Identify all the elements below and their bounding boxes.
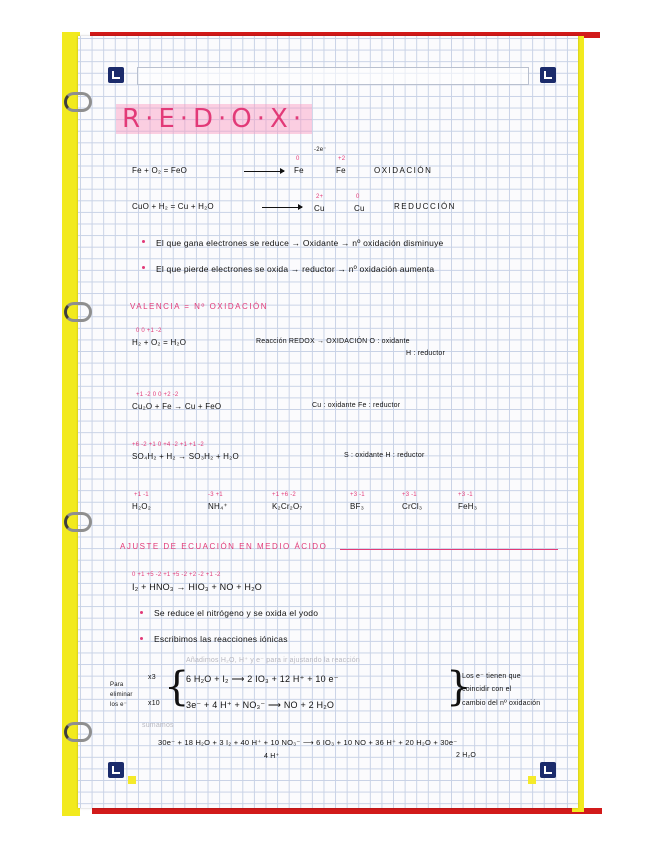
compound-formula: FeH₃ bbox=[458, 502, 478, 511]
example-1-note: Reacción REDOX → OXIDACIÓN O : oxidante bbox=[256, 338, 410, 345]
binder-ring-icon bbox=[64, 722, 92, 742]
bullet-icon bbox=[142, 240, 145, 243]
binder-ring-icon bbox=[64, 302, 92, 322]
reduction-label: REDUCCIÓN bbox=[394, 202, 456, 211]
compound-ox: +1 +6 -2 bbox=[272, 492, 296, 498]
final-equation: 30e⁻ + 18 H₂O + 3 I₂ + 40 H⁺ + 10 NO₃⁻ ⟶ 6 IO₃ + 10 NO + 36 H⁺ + 20 H₂O + 30e⁻ bbox=[158, 738, 458, 747]
right-note-1: Los e⁻ tienen que bbox=[462, 673, 521, 680]
ox-numbers: +6 -2 +1 0 +4 -2 +1 +1 -2 bbox=[132, 442, 204, 448]
compound-formula: BF₃ bbox=[350, 502, 365, 511]
corner-mark-icon bbox=[108, 67, 124, 83]
side-note: Para eliminar los e⁻ bbox=[110, 682, 133, 708]
reaction-1-equation: Fe + O₂ = FeO bbox=[132, 166, 188, 175]
compound-ox: +3 -1 bbox=[458, 492, 473, 498]
ox-numbers: 0 0 +1 -2 bbox=[136, 328, 162, 334]
ajuste-equation: I₂ + HNO₃ → HIO₃ + NO + H₂O bbox=[132, 582, 262, 592]
reaction-2-equation: CuO + H₂ = Cu + H₂O bbox=[132, 202, 214, 211]
rule-oxidize: El que pierde electrones se oxida → reductor → nº oxidación aumenta bbox=[156, 264, 435, 274]
rule-reduce: El que gana electrones se reduce → Oxidante → nº oxidación disminuye bbox=[156, 238, 444, 248]
multiplier: x3 bbox=[148, 674, 156, 681]
corner-mark-icon bbox=[108, 762, 124, 778]
compound-formula: H₂O₂ bbox=[132, 502, 152, 511]
multiplier: x10 bbox=[148, 700, 160, 707]
arrow-icon bbox=[262, 207, 302, 208]
binder-ring-icon bbox=[64, 92, 92, 112]
sum-label: sumamos bbox=[142, 722, 174, 729]
ox-number: +2 bbox=[338, 156, 346, 162]
ajuste-heading: AJUSTE DE ECUACIÓN EN MEDIO ÁCIDO bbox=[120, 542, 328, 551]
compound-formula: K₂Cr₂O₇ bbox=[272, 502, 303, 511]
yellow-square bbox=[128, 776, 136, 784]
final-sub-right: 2 H₂O bbox=[456, 752, 477, 759]
bullet-icon bbox=[140, 611, 143, 614]
page-title: R·E·D·O·X· bbox=[116, 104, 312, 134]
yellow-square bbox=[528, 776, 536, 784]
oxidation-label: OXIDACIÓN bbox=[374, 166, 433, 175]
half-reaction-2: 3e⁻ + 4 H⁺ + NO₃⁻ ⟶ NO + 2 H₂O bbox=[186, 700, 335, 710]
bullet-icon bbox=[140, 637, 143, 640]
example-2-note: Cu : oxidante Fe : reductor bbox=[312, 402, 401, 409]
formula: Cu bbox=[354, 204, 365, 213]
half-reaction-1: 6 H₂O + I₂ ⟶ 2 IO₃ + 12 H⁺ + 10 e⁻ bbox=[186, 674, 339, 684]
compound-ox: +1 -1 bbox=[134, 492, 149, 498]
example-1-note-2: H : reductor bbox=[406, 350, 445, 357]
compound-ox: +3 -1 bbox=[350, 492, 365, 498]
final-sub-left: 4 H⁺ bbox=[264, 753, 280, 760]
arrow-icon bbox=[244, 171, 284, 172]
formula: Fe bbox=[336, 166, 346, 175]
ox-numbers: +1 -2 0 0 +2 -2 bbox=[136, 392, 179, 398]
ox-number: 0 bbox=[356, 194, 360, 200]
example-2: Cu₂O + Fe → Cu + FeO bbox=[132, 402, 222, 411]
formula: Cu bbox=[314, 204, 325, 213]
formula: Fe bbox=[294, 166, 304, 175]
example-3-note: S : oxidante H : reductor bbox=[344, 452, 425, 459]
left-brace-icon: { bbox=[164, 664, 190, 710]
ox-number: 2+ bbox=[316, 194, 324, 200]
electrons-lost: -2e⁻ bbox=[314, 147, 327, 153]
point-2: Escribimos las reacciones iónicas bbox=[154, 634, 288, 644]
compound-formula: CrCl₃ bbox=[402, 502, 423, 511]
example-3: SO₄H₂ + H₂ → SO₃H₂ + H₂O bbox=[132, 452, 239, 461]
point-1: Se reduce el nitrógeno y se oxida el yodo bbox=[154, 608, 319, 618]
compound-ox: +3 -1 bbox=[402, 492, 417, 498]
right-brace-icon: } bbox=[446, 664, 472, 710]
right-note-2: coincidir con el bbox=[462, 686, 512, 693]
ox-number: 0 bbox=[296, 156, 300, 162]
compound-formula: NH₄⁺ bbox=[208, 502, 228, 511]
valencia-heading: VALENCIA = Nº OXIDACIÓN bbox=[130, 302, 268, 311]
corner-mark-icon bbox=[540, 762, 556, 778]
header-box bbox=[137, 67, 529, 85]
ox-numbers: 0 +1 +5 -2 +1 +5 -2 +2 -2 +1 -2 bbox=[132, 572, 221, 578]
heading-underline bbox=[340, 549, 558, 550]
bullet-icon bbox=[142, 266, 145, 269]
right-note-3: cambio del nº oxidación bbox=[462, 700, 541, 707]
corner-mark-icon bbox=[540, 67, 556, 83]
binder-ring-icon bbox=[64, 512, 92, 532]
faint-note: Añadimos H₂O, H⁺ y e⁻ para ir ajustando la reacción bbox=[186, 657, 360, 664]
compound-ox: -3 +1 bbox=[208, 492, 223, 498]
example-1: H₂ + O₂ = H₂O bbox=[132, 338, 187, 347]
binder-edge-bottom bbox=[92, 808, 602, 814]
